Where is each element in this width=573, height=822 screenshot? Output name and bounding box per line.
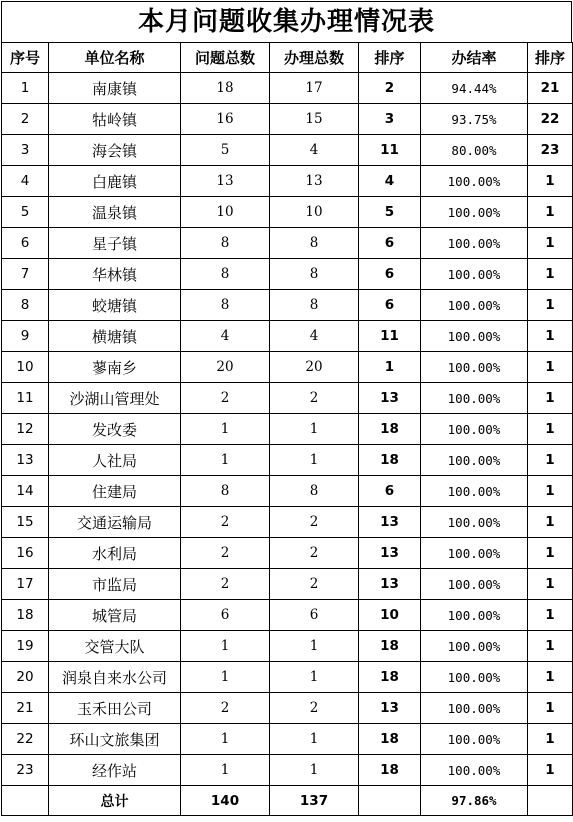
row-unit-name: 交通运输局 bbox=[49, 507, 181, 538]
row-rank-count: 2 bbox=[359, 73, 421, 104]
row-index: 7 bbox=[2, 259, 49, 290]
table-title: 本月问题收集办理情况表 bbox=[1, 1, 572, 42]
row-handled-total: 4 bbox=[270, 135, 359, 166]
row-handled-total: 1 bbox=[270, 631, 359, 662]
row-unit-name: 沙湖山管理处 bbox=[49, 383, 181, 414]
row-completion-rate: 100.00% bbox=[421, 476, 528, 507]
row-question-total: 10 bbox=[181, 197, 270, 228]
row-handled-total: 1 bbox=[270, 414, 359, 445]
total-label: 总计 bbox=[49, 786, 181, 816]
table-row bbox=[2, 631, 573, 662]
table-row bbox=[2, 507, 573, 538]
row-handled-total: 2 bbox=[270, 569, 359, 600]
header-question-total: 问题总数 bbox=[181, 43, 270, 73]
total-completion-rate: 97.86% bbox=[421, 786, 528, 816]
table-row bbox=[2, 228, 573, 259]
row-unit-name: 市监局 bbox=[49, 569, 181, 600]
row-rank-rate: 1 bbox=[528, 507, 573, 538]
row-rank-count: 13 bbox=[359, 538, 421, 569]
header-rank-count: 排序 bbox=[359, 43, 421, 73]
row-question-total: 8 bbox=[181, 228, 270, 259]
row-rank-rate: 1 bbox=[528, 321, 573, 352]
row-completion-rate: 100.00% bbox=[421, 414, 528, 445]
row-handled-total: 15 bbox=[270, 104, 359, 135]
row-question-total: 16 bbox=[181, 104, 270, 135]
row-completion-rate: 100.00% bbox=[421, 166, 528, 197]
row-unit-name: 横塘镇 bbox=[49, 321, 181, 352]
row-index: 15 bbox=[2, 507, 49, 538]
row-unit-name: 润泉自来水公司 bbox=[49, 662, 181, 693]
row-handled-total: 2 bbox=[270, 538, 359, 569]
total-rank-cell bbox=[359, 786, 421, 816]
row-index: 13 bbox=[2, 445, 49, 476]
table-row bbox=[2, 321, 573, 352]
row-question-total: 1 bbox=[181, 755, 270, 786]
total-question-count: 140 bbox=[181, 786, 270, 816]
row-index: 4 bbox=[2, 166, 49, 197]
row-rank-count: 18 bbox=[359, 724, 421, 755]
row-unit-name: 发改委 bbox=[49, 414, 181, 445]
row-index: 2 bbox=[2, 104, 49, 135]
row-completion-rate: 100.00% bbox=[421, 631, 528, 662]
row-unit-name: 交管大队 bbox=[49, 631, 181, 662]
row-index: 12 bbox=[2, 414, 49, 445]
row-question-total: 8 bbox=[181, 476, 270, 507]
row-rank-count: 1 bbox=[359, 352, 421, 383]
row-rank-count: 18 bbox=[359, 662, 421, 693]
table-row bbox=[2, 755, 573, 786]
row-completion-rate: 80.00% bbox=[421, 135, 528, 166]
row-rank-count: 10 bbox=[359, 600, 421, 631]
row-rank-count: 13 bbox=[359, 569, 421, 600]
table-row bbox=[2, 445, 573, 476]
table-row bbox=[2, 538, 573, 569]
row-completion-rate: 100.00% bbox=[421, 755, 528, 786]
row-rank-count: 5 bbox=[359, 197, 421, 228]
row-rank-rate: 1 bbox=[528, 414, 573, 445]
row-unit-name: 城管局 bbox=[49, 600, 181, 631]
row-rank-rate: 1 bbox=[528, 693, 573, 724]
row-unit-name: 人社局 bbox=[49, 445, 181, 476]
row-unit-name: 南康镇 bbox=[49, 73, 181, 104]
row-rank-count: 13 bbox=[359, 507, 421, 538]
row-rank-rate: 1 bbox=[528, 724, 573, 755]
row-unit-name: 经作站 bbox=[49, 755, 181, 786]
row-index: 11 bbox=[2, 383, 49, 414]
row-rank-count: 13 bbox=[359, 693, 421, 724]
total-index-cell bbox=[2, 786, 49, 816]
row-unit-name: 玉禾田公司 bbox=[49, 693, 181, 724]
summary-sheet bbox=[1, 1, 572, 816]
table-row bbox=[2, 104, 573, 135]
total-rank2-cell bbox=[528, 786, 573, 816]
row-handled-total: 4 bbox=[270, 321, 359, 352]
row-question-total: 13 bbox=[181, 166, 270, 197]
table-row bbox=[2, 135, 573, 166]
row-unit-name: 住建局 bbox=[49, 476, 181, 507]
row-completion-rate: 100.00% bbox=[421, 321, 528, 352]
table-row bbox=[2, 73, 573, 104]
row-rank-rate: 1 bbox=[528, 569, 573, 600]
row-rank-rate: 1 bbox=[528, 166, 573, 197]
row-rank-count: 18 bbox=[359, 755, 421, 786]
row-completion-rate: 100.00% bbox=[421, 569, 528, 600]
summary-table bbox=[1, 42, 573, 816]
table-row bbox=[2, 724, 573, 755]
row-rank-rate: 21 bbox=[528, 73, 573, 104]
header-unit-name: 单位名称 bbox=[49, 43, 181, 73]
row-question-total: 18 bbox=[181, 73, 270, 104]
row-index: 23 bbox=[2, 755, 49, 786]
table-body bbox=[2, 73, 573, 786]
header-handled-total: 办理总数 bbox=[270, 43, 359, 73]
table-row bbox=[2, 569, 573, 600]
row-index: 9 bbox=[2, 321, 49, 352]
table-row bbox=[2, 290, 573, 321]
total-row bbox=[2, 786, 573, 816]
row-rank-rate: 1 bbox=[528, 352, 573, 383]
row-handled-total: 17 bbox=[270, 73, 359, 104]
row-question-total: 4 bbox=[181, 321, 270, 352]
row-rank-count: 6 bbox=[359, 228, 421, 259]
row-unit-name: 蓼南乡 bbox=[49, 352, 181, 383]
row-index: 10 bbox=[2, 352, 49, 383]
row-question-total: 1 bbox=[181, 631, 270, 662]
row-handled-total: 2 bbox=[270, 507, 359, 538]
row-rank-count: 6 bbox=[359, 259, 421, 290]
row-handled-total: 2 bbox=[270, 383, 359, 414]
total-handled-count: 137 bbox=[270, 786, 359, 816]
table-row bbox=[2, 600, 573, 631]
row-rank-count: 18 bbox=[359, 414, 421, 445]
row-unit-name: 星子镇 bbox=[49, 228, 181, 259]
row-rank-rate: 1 bbox=[528, 383, 573, 414]
row-index: 5 bbox=[2, 197, 49, 228]
table-row bbox=[2, 476, 573, 507]
row-rank-rate: 1 bbox=[528, 631, 573, 662]
row-unit-name: 水利局 bbox=[49, 538, 181, 569]
row-handled-total: 2 bbox=[270, 693, 359, 724]
row-question-total: 1 bbox=[181, 414, 270, 445]
row-rank-rate: 1 bbox=[528, 228, 573, 259]
row-index: 3 bbox=[2, 135, 49, 166]
row-completion-rate: 100.00% bbox=[421, 538, 528, 569]
row-rank-rate: 22 bbox=[528, 104, 573, 135]
table-row bbox=[2, 414, 573, 445]
row-handled-total: 1 bbox=[270, 445, 359, 476]
row-index: 14 bbox=[2, 476, 49, 507]
row-rank-rate: 1 bbox=[528, 197, 573, 228]
row-rank-count: 4 bbox=[359, 166, 421, 197]
row-rank-count: 11 bbox=[359, 321, 421, 352]
row-handled-total: 1 bbox=[270, 755, 359, 786]
row-question-total: 2 bbox=[181, 693, 270, 724]
row-rank-rate: 1 bbox=[528, 600, 573, 631]
row-handled-total: 1 bbox=[270, 662, 359, 693]
row-completion-rate: 93.75% bbox=[421, 104, 528, 135]
row-question-total: 2 bbox=[181, 538, 270, 569]
row-index: 1 bbox=[2, 73, 49, 104]
row-question-total: 8 bbox=[181, 290, 270, 321]
row-completion-rate: 100.00% bbox=[421, 197, 528, 228]
row-completion-rate: 100.00% bbox=[421, 383, 528, 414]
row-handled-total: 6 bbox=[270, 600, 359, 631]
row-question-total: 1 bbox=[181, 662, 270, 693]
row-rank-rate: 1 bbox=[528, 662, 573, 693]
row-rank-rate: 1 bbox=[528, 259, 573, 290]
row-index: 6 bbox=[2, 228, 49, 259]
row-unit-name: 海会镇 bbox=[49, 135, 181, 166]
header-index: 序号 bbox=[2, 43, 49, 73]
row-rank-count: 18 bbox=[359, 445, 421, 476]
row-index: 19 bbox=[2, 631, 49, 662]
row-completion-rate: 100.00% bbox=[421, 290, 528, 321]
row-handled-total: 8 bbox=[270, 228, 359, 259]
row-completion-rate: 100.00% bbox=[421, 507, 528, 538]
row-unit-name: 温泉镇 bbox=[49, 197, 181, 228]
row-question-total: 8 bbox=[181, 259, 270, 290]
row-index: 16 bbox=[2, 538, 49, 569]
row-rank-rate: 1 bbox=[528, 476, 573, 507]
row-completion-rate: 100.00% bbox=[421, 693, 528, 724]
row-rank-count: 6 bbox=[359, 476, 421, 507]
row-question-total: 20 bbox=[181, 352, 270, 383]
row-rank-rate: 1 bbox=[528, 538, 573, 569]
row-question-total: 2 bbox=[181, 569, 270, 600]
header-completion-rate: 办结率 bbox=[421, 43, 528, 73]
row-unit-name: 环山文旅集团 bbox=[49, 724, 181, 755]
row-question-total: 2 bbox=[181, 383, 270, 414]
header-rank-rate: 排序 bbox=[528, 43, 573, 73]
row-question-total: 1 bbox=[181, 445, 270, 476]
table-row bbox=[2, 383, 573, 414]
table-row bbox=[2, 197, 573, 228]
row-handled-total: 1 bbox=[270, 724, 359, 755]
table-row bbox=[2, 662, 573, 693]
row-completion-rate: 94.44% bbox=[421, 73, 528, 104]
row-completion-rate: 100.00% bbox=[421, 445, 528, 476]
row-rank-rate: 23 bbox=[528, 135, 573, 166]
row-completion-rate: 100.00% bbox=[421, 228, 528, 259]
row-rank-rate: 1 bbox=[528, 290, 573, 321]
row-handled-total: 13 bbox=[270, 166, 359, 197]
row-index: 17 bbox=[2, 569, 49, 600]
table-row bbox=[2, 166, 573, 197]
row-unit-name: 牯岭镇 bbox=[49, 104, 181, 135]
row-question-total: 6 bbox=[181, 600, 270, 631]
row-handled-total: 8 bbox=[270, 259, 359, 290]
table-row bbox=[2, 693, 573, 724]
row-index: 8 bbox=[2, 290, 49, 321]
row-index: 22 bbox=[2, 724, 49, 755]
row-index: 18 bbox=[2, 600, 49, 631]
table-row bbox=[2, 352, 573, 383]
row-rank-count: 11 bbox=[359, 135, 421, 166]
header-row bbox=[2, 43, 573, 73]
row-completion-rate: 100.00% bbox=[421, 259, 528, 290]
row-handled-total: 20 bbox=[270, 352, 359, 383]
row-completion-rate: 100.00% bbox=[421, 724, 528, 755]
row-completion-rate: 100.00% bbox=[421, 662, 528, 693]
row-rank-count: 13 bbox=[359, 383, 421, 414]
row-unit-name: 华林镇 bbox=[49, 259, 181, 290]
row-handled-total: 8 bbox=[270, 290, 359, 321]
row-question-total: 5 bbox=[181, 135, 270, 166]
row-unit-name: 白鹿镇 bbox=[49, 166, 181, 197]
row-handled-total: 10 bbox=[270, 197, 359, 228]
row-rank-rate: 1 bbox=[528, 755, 573, 786]
row-handled-total: 8 bbox=[270, 476, 359, 507]
row-rank-count: 3 bbox=[359, 104, 421, 135]
row-unit-name: 蛟塘镇 bbox=[49, 290, 181, 321]
row-question-total: 2 bbox=[181, 507, 270, 538]
row-completion-rate: 100.00% bbox=[421, 352, 528, 383]
row-completion-rate: 100.00% bbox=[421, 600, 528, 631]
row-index: 20 bbox=[2, 662, 49, 693]
row-question-total: 1 bbox=[181, 724, 270, 755]
row-index: 21 bbox=[2, 693, 49, 724]
row-rank-count: 18 bbox=[359, 631, 421, 662]
row-rank-rate: 1 bbox=[528, 445, 573, 476]
row-rank-count: 6 bbox=[359, 290, 421, 321]
table-row bbox=[2, 259, 573, 290]
